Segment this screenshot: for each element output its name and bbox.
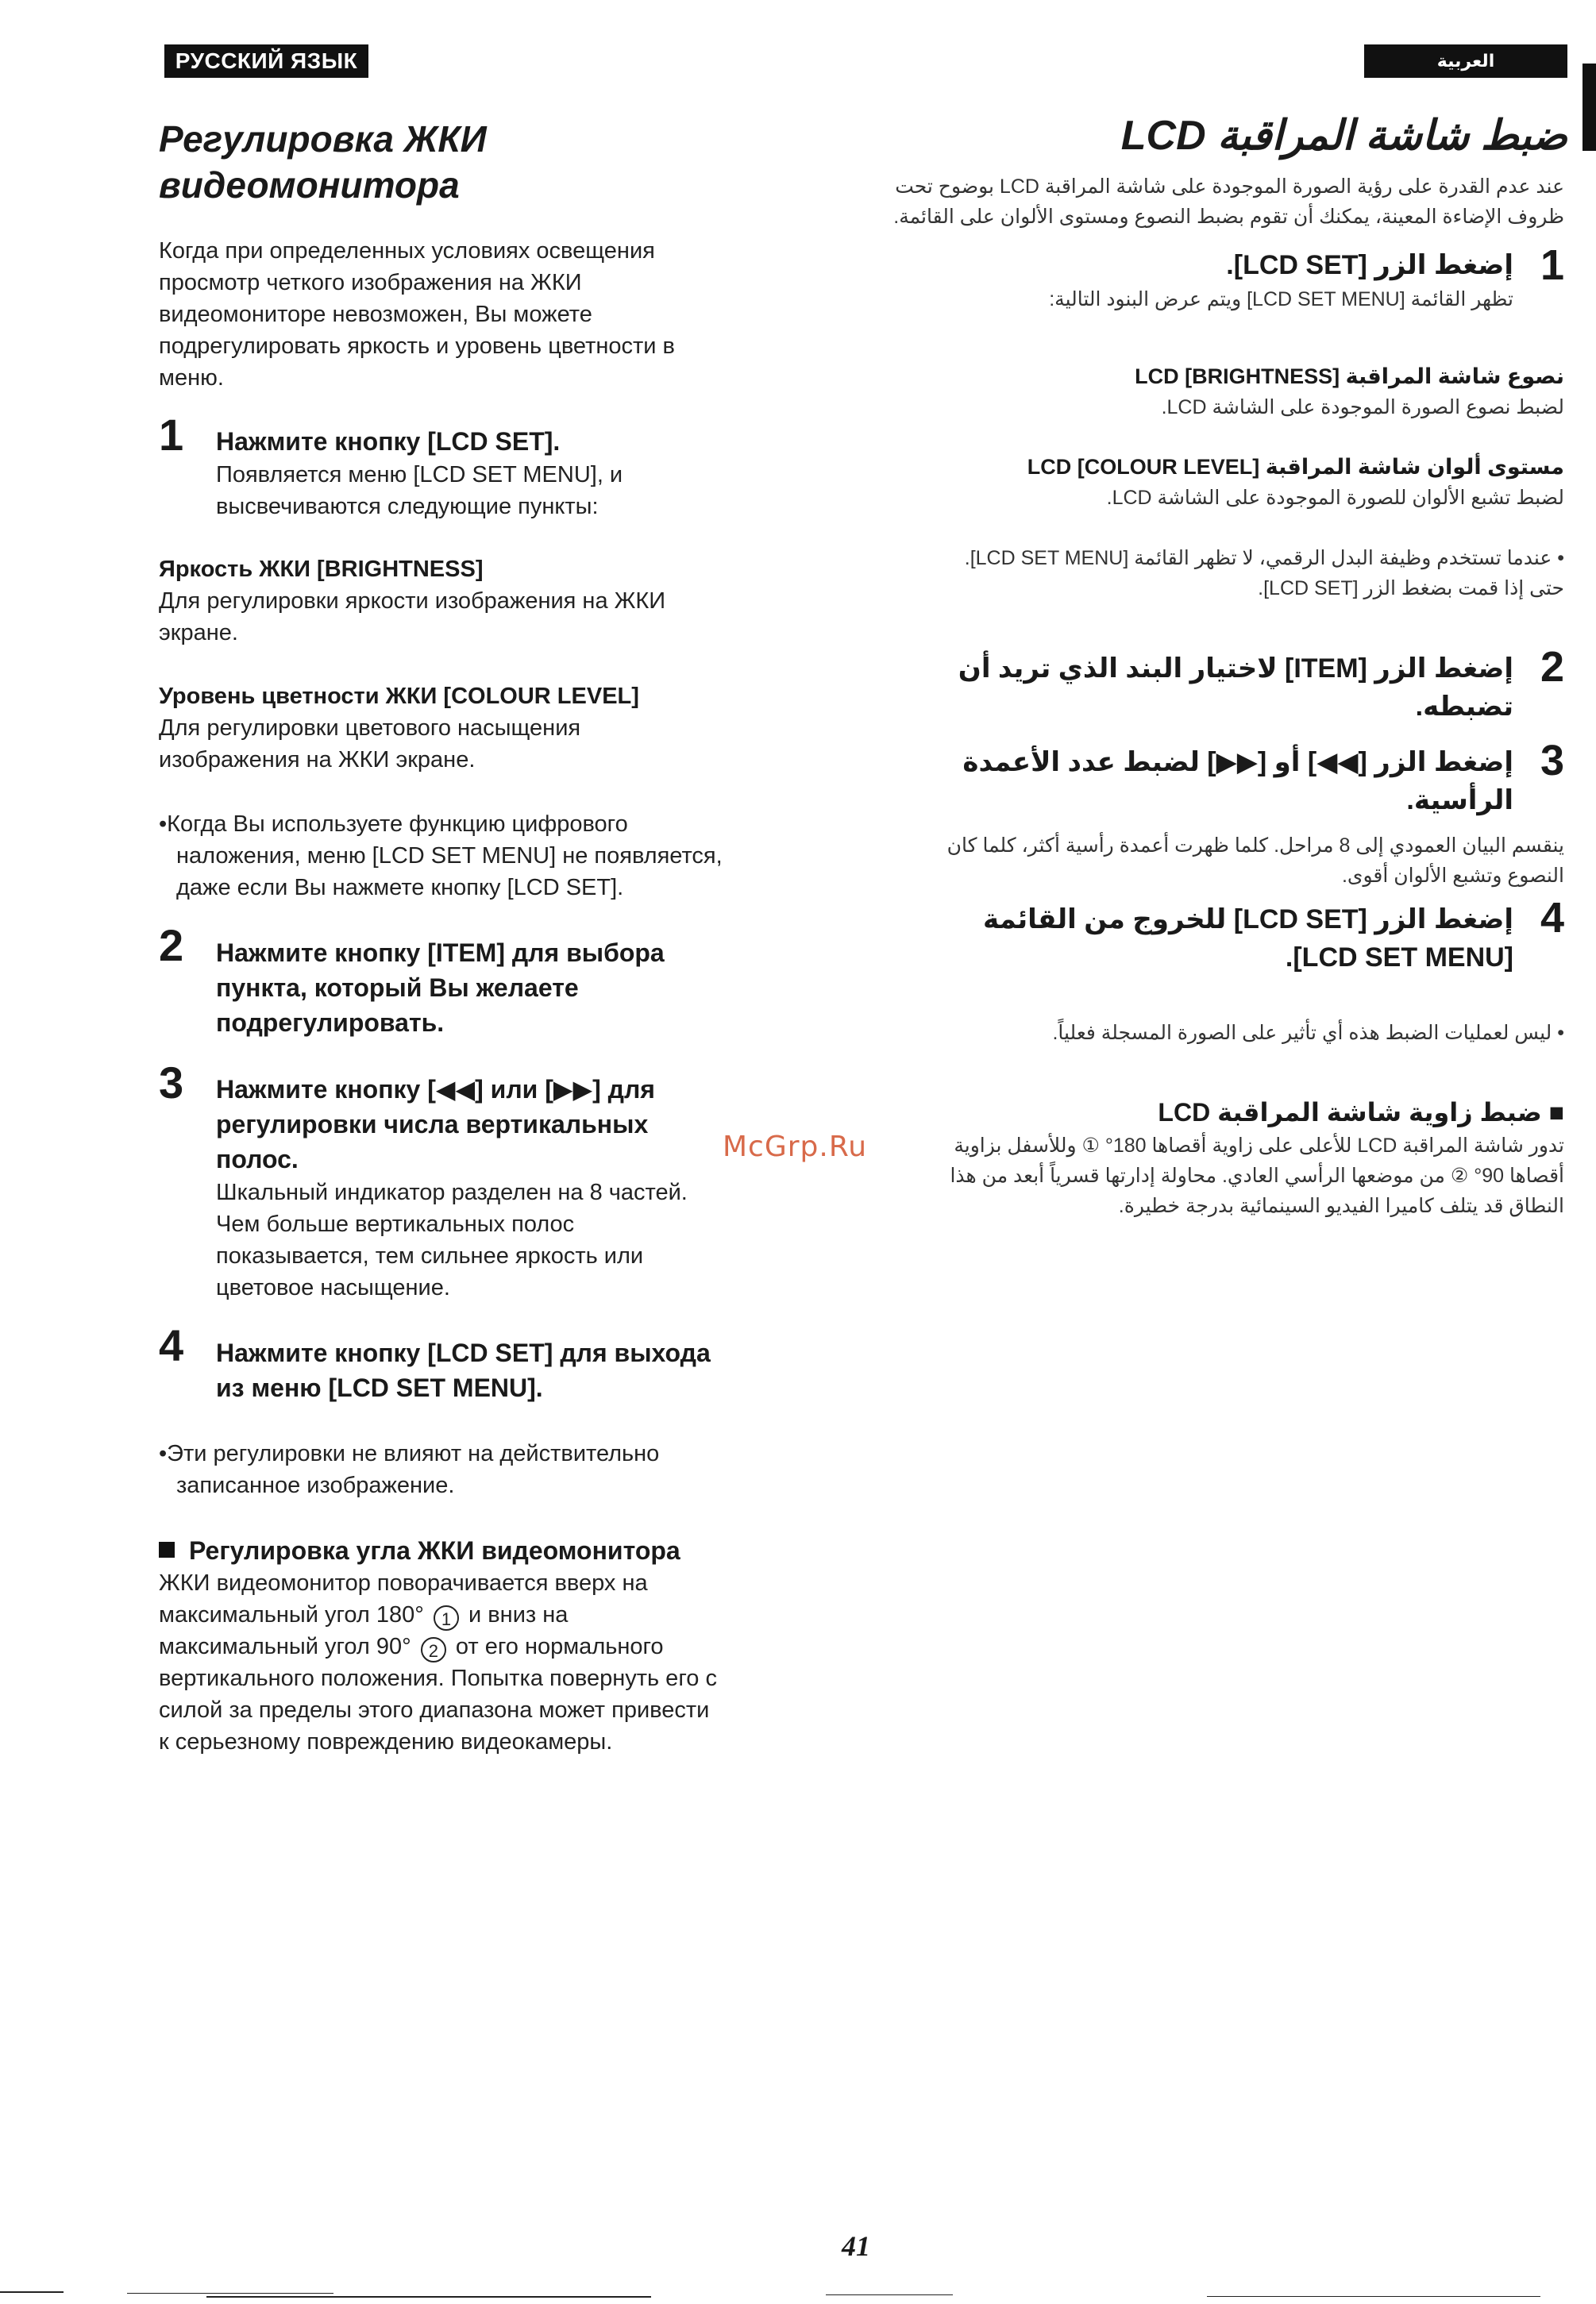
page-edge-marker bbox=[1583, 64, 1596, 151]
ar-section-title: ضبط شاشة المراقبة LCD bbox=[1120, 113, 1567, 159]
ru-colour-text: Для регулировки цветового насыщения изображения на ЖКИ экране. bbox=[159, 715, 581, 772]
ru-angle-text: ЖКИ видеомонитор поворачивается вверх на максимальный угол 180° 1 и вниз на максимальный угол 90° 2 от его нормального вертикального положения. Попытка повернуть его с силой за пределы этого диапазона может привести к серьезному повреждению видеокамеры. bbox=[159, 1570, 717, 1755]
ru-step1-heading: Нажмите кнопку [LCD SET]. bbox=[216, 427, 561, 456]
ar-step3-text: ينقسم البيان العمودي إلى 8 مراحل. كلما ظهرت أعمدة رأسية أكثر، كلما كان النصوع وتشبع الألوان أقوى. bbox=[946, 834, 1564, 887]
ar-step2-number: 2 bbox=[1540, 643, 1564, 691]
ru-intro-paragraph: Когда при определенных условиях освещения просмотр четкого изображения на ЖКИ видеомониторе невозможен, Вы можете подрегулировать яркость и уровень цветности в меню. bbox=[159, 238, 675, 391]
ar-note-digital-overlay: • عندما تستخدم وظيفة البدل الرقمي، لا تظهر القائمة [LCD SET MENU]. حتى إذا قمت بضغط الزر [LCD SET]. bbox=[964, 547, 1564, 599]
ru-step3-heading: Нажмите кнопку [◀◀] или [▶▶] для регулировки числа вертикальных полос. bbox=[216, 1075, 655, 1173]
footer-rule-b bbox=[206, 2296, 651, 2298]
ru-step4-heading: Нажмите кнопку [LCD SET] для выхода из меню [LCD SET MENU]. bbox=[216, 1339, 711, 1402]
ru-brightness-text: Для регулировки яркости изображения на ЖКИ экране. bbox=[159, 588, 666, 645]
ar-angle-section bbox=[850, 1094, 1564, 1221]
circled-number-2-icon: 2 bbox=[421, 1637, 446, 1663]
ar-angle-heading: ■ ضبط زاوية شاشة المراقبة LCD bbox=[1158, 1098, 1564, 1127]
ar-step4-heading: إضغط الزر [LCD SET] للخروج من القائمة [LCD SET MENU]. bbox=[982, 904, 1513, 973]
ar-step4-number: 4 bbox=[1540, 894, 1564, 942]
ru-angle-heading: Регулировка угла ЖКИ видеомонитора bbox=[159, 1534, 818, 1567]
ru-step2-number: 2 bbox=[159, 920, 184, 970]
footer-rule-c bbox=[826, 2294, 953, 2295]
circled-number-1-icon: 1 bbox=[434, 1605, 459, 1631]
footer-rule-d bbox=[1207, 2296, 1540, 2297]
ar-step2-heading: إضغط الزر [ITEM] لاختيار البند الذي تريد أن تضبطه. bbox=[958, 653, 1513, 722]
ar-step3-number: 3 bbox=[1540, 737, 1564, 784]
ar-step1-text: تظهر القائمة [LCD SET MENU] ويتم عرض البنود التالية: bbox=[1049, 288, 1513, 310]
square-bullet-icon bbox=[159, 1542, 175, 1558]
ar-angle-text: تدور شاشة المراقبة LCD للأعلى على زاوية أقصاها 180° ① وللأسفل بزاوية أقصاها 90° ② من موضعها الرأسي العادي. محاولة إدارتها قسرياً أبعد من هذا النطاق قد يتلف كاميرا الفيديو السينمائية بدرجة خطيرة. bbox=[950, 1135, 1564, 1217]
footer-rule-left bbox=[0, 2291, 64, 2293]
ar-colour-text: لضبط تشبع الألوان للصورة الموجودة على الشاشة LCD. bbox=[1106, 487, 1564, 509]
ar-note-recording: • ليس لعمليات الضبط هذه أي تأثير على الصورة المسجلة فعلياً. bbox=[1052, 1022, 1564, 1044]
language-tab-arabic: العربية bbox=[1364, 44, 1567, 78]
ru-step1 bbox=[216, 424, 804, 522]
ar-step1-heading: إضغط الزر [LCD SET]. bbox=[1226, 250, 1513, 280]
ru-section-title: Регулировка ЖКИ видеомонитора bbox=[159, 118, 487, 206]
footer-rule-a bbox=[127, 2293, 333, 2294]
ru-note-digital-overlay: •Когда Вы используете функцию цифрового наложения, меню [LCD SET MENU] не появляется, даже если Вы нажмете кнопку [LCD SET]. bbox=[159, 811, 723, 900]
ru-step4-number: 4 bbox=[159, 1320, 184, 1370]
ar-colour-item bbox=[850, 451, 1564, 513]
ru-step3-text: Шкальный индикатор разделен на 8 частей. Чем больше вертикальных полос показывается, тем сильнее яркость или цветовое насыщение. bbox=[216, 1180, 688, 1300]
ru-angle-section bbox=[159, 1534, 818, 1758]
ru-note-recording: •Эти регулировки не влияют на действительно записанное изображение. bbox=[159, 1441, 660, 1498]
ru-step1-number: 1 bbox=[159, 410, 184, 460]
ru-colour-heading: Уровень цветности ЖКИ [COLOUR LEVEL] bbox=[159, 684, 639, 709]
watermark-text: McGrp.Ru bbox=[723, 1131, 868, 1163]
ar-step1 bbox=[862, 246, 1513, 314]
ru-brightness-item bbox=[159, 553, 794, 649]
ru-step3-number: 3 bbox=[159, 1058, 184, 1108]
language-tab-russian: РУССКИЙ ЯЗЫК bbox=[164, 44, 368, 78]
ar-step1-number: 1 bbox=[1540, 241, 1564, 289]
ar-brightness-heading: نصوع شاشة المراقبة LCD [BRIGHTNESS] bbox=[1135, 364, 1564, 388]
ar-colour-heading: مستوى ألوان شاشة المراقبة LCD [COLOUR LEVEL] bbox=[1027, 455, 1564, 479]
ar-brightness-item bbox=[850, 360, 1564, 422]
ru-step3 bbox=[216, 1072, 804, 1304]
ar-step3 bbox=[862, 743, 1513, 819]
page-number: 41 bbox=[842, 2230, 870, 2262]
ar-brightness-text: لضبط نصوع الصورة الموجودة على الشاشة LCD. bbox=[1161, 396, 1564, 418]
ru-brightness-heading: Яркость ЖКИ [BRIGHTNESS] bbox=[159, 557, 484, 582]
ru-colour-item bbox=[159, 680, 794, 776]
ru-step1-text: Появляется меню [LCD SET MENU], и высвечиваются следующие пункты: bbox=[216, 462, 623, 519]
ar-step3-heading: إضغط الزر [◀◀] أو [▶▶] لضبط عدد الأعمدة الرأسية. bbox=[962, 747, 1513, 815]
ru-step2-heading: Нажмите кнопку [ITEM] для выбора пункта, который Вы желаете подрегулировать. bbox=[216, 938, 665, 1037]
ar-intro-paragraph: عند عدم القدرة على رؤية الصورة الموجودة على شاشة المراقبة LCD بوضوح تحت ظروف الإضاءة المعينة، يمكنك أن تقوم بضبط النصوع ومستوى الألوان على القائمة. bbox=[893, 175, 1564, 228]
